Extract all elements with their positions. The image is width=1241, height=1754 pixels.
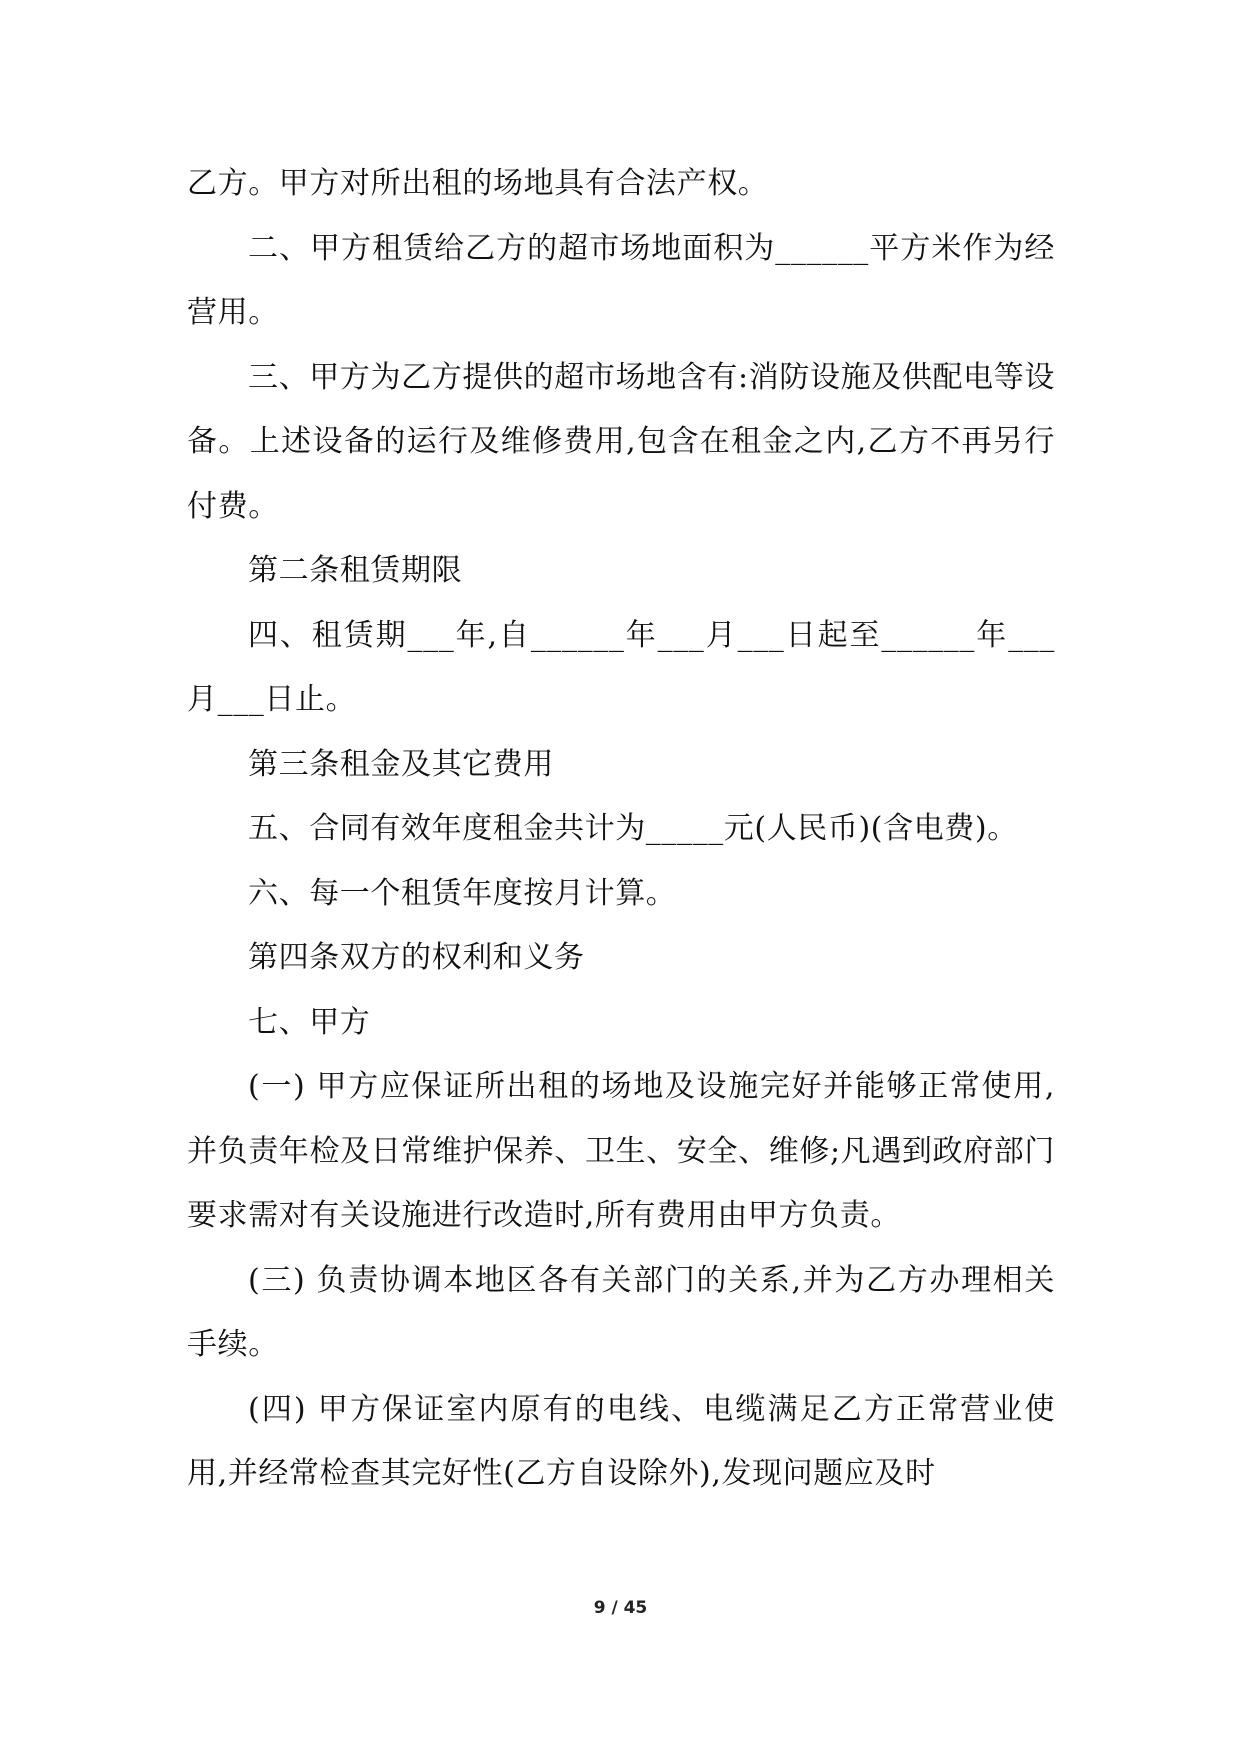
paragraph-item-1: (一) 甲方应保证所出租的场地及设施完好并能够正常使用,并负责年检及日常维护保养、卫生、安全、维修;凡遇到政府部门要求需对有关设施进行改造时,所有费用由甲方负责。 [187, 1069, 1055, 1233]
page-number: 9 / 45 [593, 1598, 648, 1618]
paragraph-clause-2-area: 二、甲方租赁给乙方的超市场地面积为______平方米作为经营用。 [187, 230, 1055, 330]
section-heading-rights: 第四条双方的权利和义务 [248, 940, 585, 975]
section-heading-lease-term: 第二条租赁期限 [248, 553, 463, 588]
section-heading-rent: 第三条租金及其它费用 [248, 746, 554, 782]
paragraph-clause-7-party-a: 七、甲方 [248, 1004, 371, 1040]
paragraph-clause-4-term: 四、租赁期___年,自______年___月___日起至______年___月___日止。 [187, 617, 1055, 717]
paragraph-clause-5-rent: 五、合同有效年度租金共计为_____元(人民币)(含电费)。 [248, 811, 1018, 846]
paragraph-clause-3-facilities: 三、甲方为乙方提供的超市场地含有:消防设施及供配电等设备。上述设备的运行及维修费用,包含在租金之内,乙方不再另行付费。 [187, 359, 1055, 524]
paragraph-item-4: (四) 甲方保证室内原有的电线、电缆满足乙方正常营业使用,并经常检查其完好性(乙方自设除外),发现问题应及时 [187, 1391, 1055, 1491]
document-body [187, 152, 1055, 1507]
paragraph-clause-6-monthly: 六、每一个租赁年度按月计算。 [248, 875, 677, 911]
paragraph-item-3: (三) 负责协调本地区各有关部门的关系,并为乙方办理相关手续。 [187, 1262, 1055, 1362]
paragraph-continuation: 乙方。甲方对所出租的场地具有合法产权。 [187, 166, 769, 201]
